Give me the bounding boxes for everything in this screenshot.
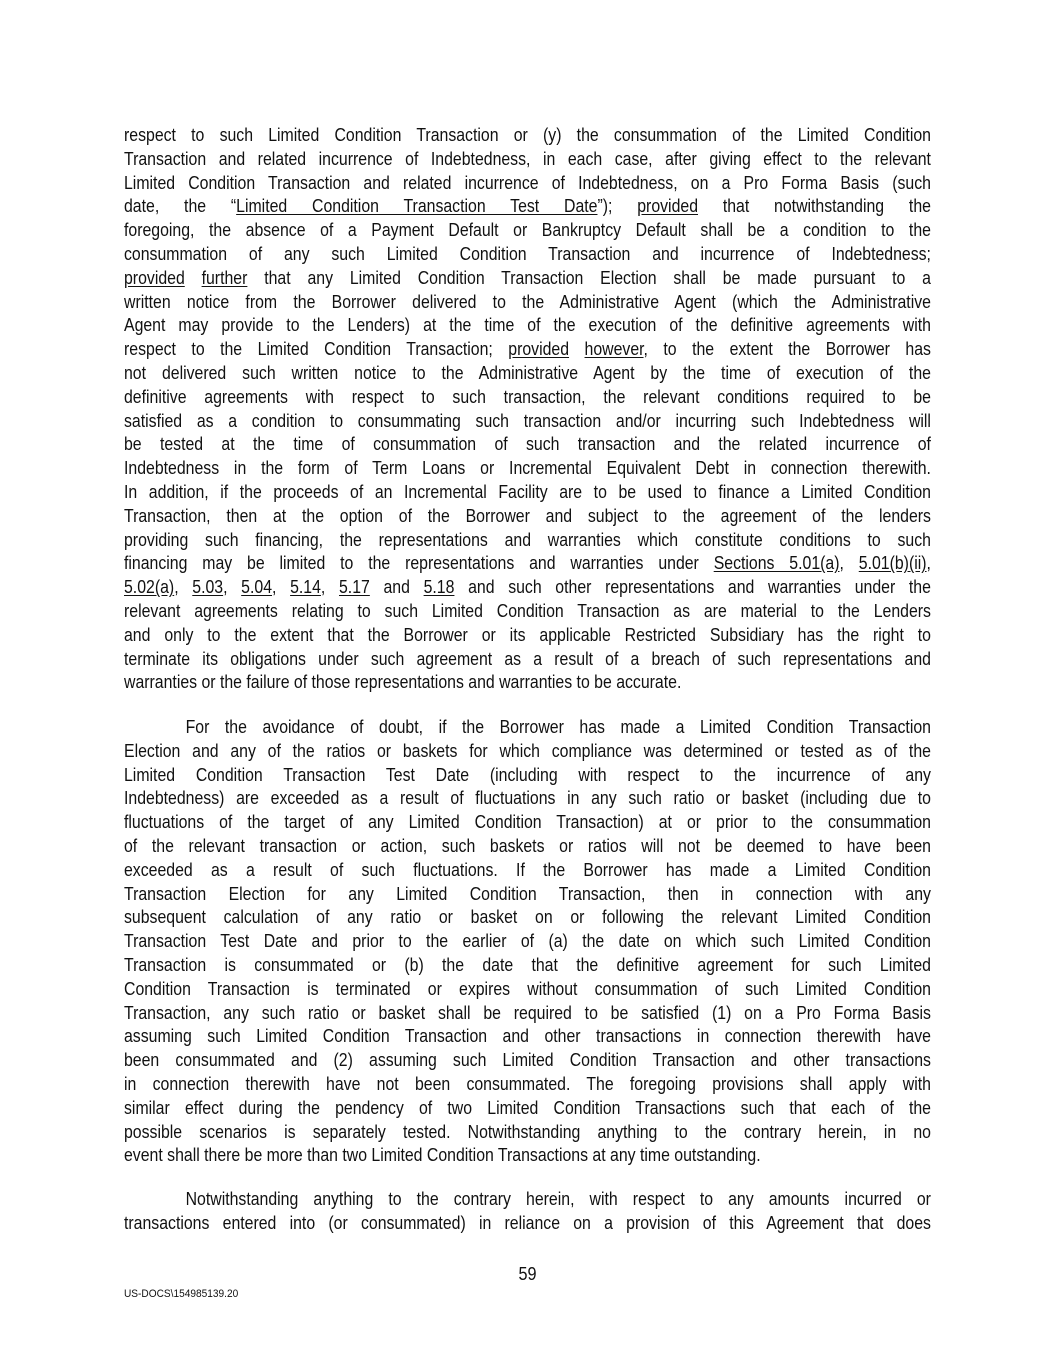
paragraph-1: [124, 124, 1041, 695]
text-segment: similar effect during the pendency of two Limited Condition Transactions such that each of the: [124, 1097, 931, 1118]
text-segment: ,: [272, 577, 291, 598]
text-segment: transactions entered into (or consummated) in reliance on a provision of this Agreement that does: [124, 1212, 931, 1233]
text-line: [124, 1188, 931, 1212]
text-segment: Transaction, any such ratio or basket shall be required to be satisfied (1) on a Pro Forma Basis: [124, 1002, 931, 1023]
text-segment: Indebtedness) are exceeded as a result of fluctuations in any such ratio or basket (including due to: [124, 788, 931, 809]
text-segment: financing may be limited to the representations and warranties under: [124, 553, 714, 574]
text-line: [124, 291, 931, 315]
underlined-term: Sections 5.01(a): [713, 553, 840, 574]
text-segment: written notice from the Borrower delivered to the Administrative Agent (which the Administrative: [124, 291, 931, 312]
text-line: [124, 600, 931, 624]
text-line: [124, 362, 931, 386]
text-line: [124, 1049, 931, 1073]
text-line: [124, 787, 931, 811]
text-line: [124, 883, 931, 907]
text-segment: [185, 268, 202, 288]
paragraph-2: [124, 716, 1041, 1168]
text-segment: subsequent calculation of any ratio or basket on or following the relevant Limited Condition: [124, 907, 931, 928]
text-segment: ,: [926, 553, 931, 574]
underlined-term: 5.01(b)(ii): [858, 553, 927, 574]
text-segment: [569, 339, 584, 359]
text-line: [124, 835, 931, 859]
text-segment: Transaction Test Date and prior to the earlier of (a) the date on which such Limited Condition: [124, 931, 931, 952]
document-id-footer: US-DOCS\154985139.20: [124, 1288, 239, 1300]
underlined-term: however: [584, 339, 644, 360]
text-line: [124, 433, 931, 457]
text-line: [124, 1025, 931, 1049]
text-segment: and only to the extent that the Borrower or its applicable Restricted Subsidiary has the right to: [124, 624, 931, 645]
text-segment: respect to such Limited Condition Transaction or (y) the consummation of the Limited Condition: [124, 125, 931, 145]
text-line: [124, 764, 931, 788]
text-line: [124, 576, 931, 600]
text-segment: Transaction, then at the option of the Borrower and subject to the agreement of the lenders: [124, 505, 931, 526]
text-line: [124, 172, 931, 196]
underlined-term: provided: [124, 267, 185, 288]
text-line: [124, 859, 931, 883]
text-line: [124, 930, 931, 954]
text-line: [124, 195, 931, 219]
underlined-term: Limited Condition Transaction Test Date: [236, 196, 598, 217]
text-segment: definitive agreements with respect to such transaction, the relevant conditions required to be: [124, 386, 931, 407]
text-line: [124, 124, 931, 148]
text-segment: Agent may provide to the Lenders) at the time of the execution of the definitive agreements with: [124, 315, 931, 336]
text-line: [124, 267, 931, 291]
text-segment: fluctuations of the target of any Limited Condition Transaction) at or prior to the consummation: [124, 812, 931, 833]
text-segment: in connection therewith have not been consummated. The foregoing provisions shall apply with: [124, 1073, 931, 1094]
text-segment: event shall there be more than two Limited Condition Transactions at any time outstanding.: [124, 1145, 761, 1166]
text-line: [124, 386, 931, 410]
text-line: [124, 1002, 931, 1026]
text-segment: of the relevant transaction or action, such baskets or ratios will not be deemed to have been: [124, 835, 931, 856]
text-segment: and such other representations and warranties under the: [454, 577, 931, 598]
text-segment: date, the “: [124, 196, 237, 217]
text-line: [124, 243, 931, 267]
text-segment: providing such financing, the representations and warranties which constitute conditions to such: [124, 529, 931, 550]
text-segment: that notwithstanding the: [698, 196, 931, 217]
text-segment: Notwithstanding anything to the contrary herein, with respect to any amounts incurred or: [185, 1189, 931, 1209]
text-line: [124, 624, 931, 648]
text-line: [124, 811, 931, 835]
text-line: [124, 906, 931, 930]
text-segment: Election and any of the ratios or baskets for which compliance was determined or tested as of the: [124, 740, 931, 761]
text-segment: possible scenarios is separately tested. Notwithstanding anything to the contrary herein, in no: [124, 1121, 931, 1142]
text-segment: ,: [320, 577, 339, 598]
text-line: [124, 338, 931, 362]
text-segment: exceeded as a result of such fluctuations. If the Borrower has made a Limited Condition: [124, 859, 931, 880]
text-line: [124, 648, 931, 672]
text-line: [124, 1144, 931, 1168]
text-segment: be tested at the time of consummation of such transaction and the related incurrence of: [124, 434, 931, 455]
underlined-term: 5.18: [423, 577, 455, 598]
text-line: [124, 1097, 931, 1121]
text-line: [124, 314, 931, 338]
text-segment: assuming such Limited Condition Transaction and other transactions in connection therewith have: [124, 1026, 931, 1047]
text-line: [124, 410, 931, 434]
text-segment: ,: [839, 553, 859, 574]
text-segment: Limited Condition Transaction Test Date (including with respect to the incurrence of any: [124, 764, 931, 785]
text-segment: not delivered such written notice to the Administrative Agent by the time of execution of the: [124, 362, 931, 383]
underlined-term: provided: [508, 339, 570, 360]
text-line: [124, 219, 931, 243]
text-segment: that any Limited Condition Transaction Election shall be made pursuant to a: [247, 267, 931, 288]
text-segment: and: [369, 577, 424, 598]
text-segment: Transaction Election for any Limited Condition Transaction, then in connection with any: [124, 883, 931, 904]
text-segment: ,: [223, 577, 242, 598]
underlined-term: provided: [637, 196, 699, 217]
text-segment: Transaction is consummated or (b) the date that the definitive agreement for such Limited: [124, 954, 931, 975]
text-line: [124, 529, 931, 553]
page-number: 59: [518, 1264, 537, 1284]
text-line: [124, 1212, 931, 1236]
text-segment: respect to the Limited Condition Transaction;: [124, 339, 509, 360]
text-line: [124, 716, 931, 740]
text-segment: Indebtedness in the form of Term Loans or Incremental Equivalent Debt in connection therewith.: [124, 458, 931, 479]
text-line: [124, 954, 931, 978]
text-segment: relevant agreements relating to such Limited Condition Transaction as are material to the Lenders: [124, 600, 931, 621]
text-segment: been consummated and (2) assuming such Limited Condition Transaction and other transactions: [124, 1050, 931, 1071]
paragraph-3: [124, 1188, 1041, 1236]
text-segment: In addition, if the proceeds of an Incremental Facility are to be used to finance a Limited Condition: [124, 481, 931, 502]
text-segment: Limited Condition Transaction and related incurrence of Indebtedness, on a Pro Forma Basis (such: [124, 172, 931, 193]
text-segment: Transaction and related incurrence of Indebtedness, in each case, after giving effect to the relevant: [124, 148, 931, 169]
text-segment: ,: [174, 577, 193, 598]
text-segment: ”);: [597, 196, 638, 217]
text-segment: For the avoidance of doubt, if the Borrower has made a Limited Condition Transaction: [185, 717, 931, 737]
underlined-term: 5.14: [290, 577, 321, 598]
text-line: [124, 552, 931, 576]
underlined-term: 5.02(a): [124, 577, 175, 598]
text-segment: terminate its obligations under such agreement as a result of a breach of such representations and: [124, 648, 931, 669]
text-line: [124, 457, 931, 481]
text-segment: , to the extent the Borrower has: [643, 339, 931, 360]
text-line: [124, 481, 931, 505]
text-line: [124, 148, 931, 172]
text-line: [124, 740, 931, 764]
text-segment: warranties or the failure of those representations and warranties to be accurate.: [124, 672, 682, 693]
underlined-term: 5.17: [338, 577, 370, 598]
text-line: [124, 505, 931, 529]
text-line: [124, 978, 931, 1002]
underlined-term: 5.03: [192, 577, 224, 598]
underlined-term: further: [201, 267, 248, 288]
text-segment: consummation of any such Limited Condition Transaction and incurrence of Indebtedness;: [124, 243, 931, 264]
text-line: [124, 1073, 931, 1097]
text-line: [124, 671, 931, 695]
text-line: [124, 1121, 931, 1145]
text-segment: foregoing, the absence of a Payment Default or Bankruptcy Default shall be a condition to the: [124, 220, 931, 241]
underlined-term: 5.04: [241, 577, 273, 598]
text-segment: Condition Transaction is terminated or expires without consummation of such Limited Condition: [124, 978, 931, 999]
text-segment: satisfied as a condition to consummating such transaction and/or incurring such Indebtedness will: [124, 410, 931, 431]
